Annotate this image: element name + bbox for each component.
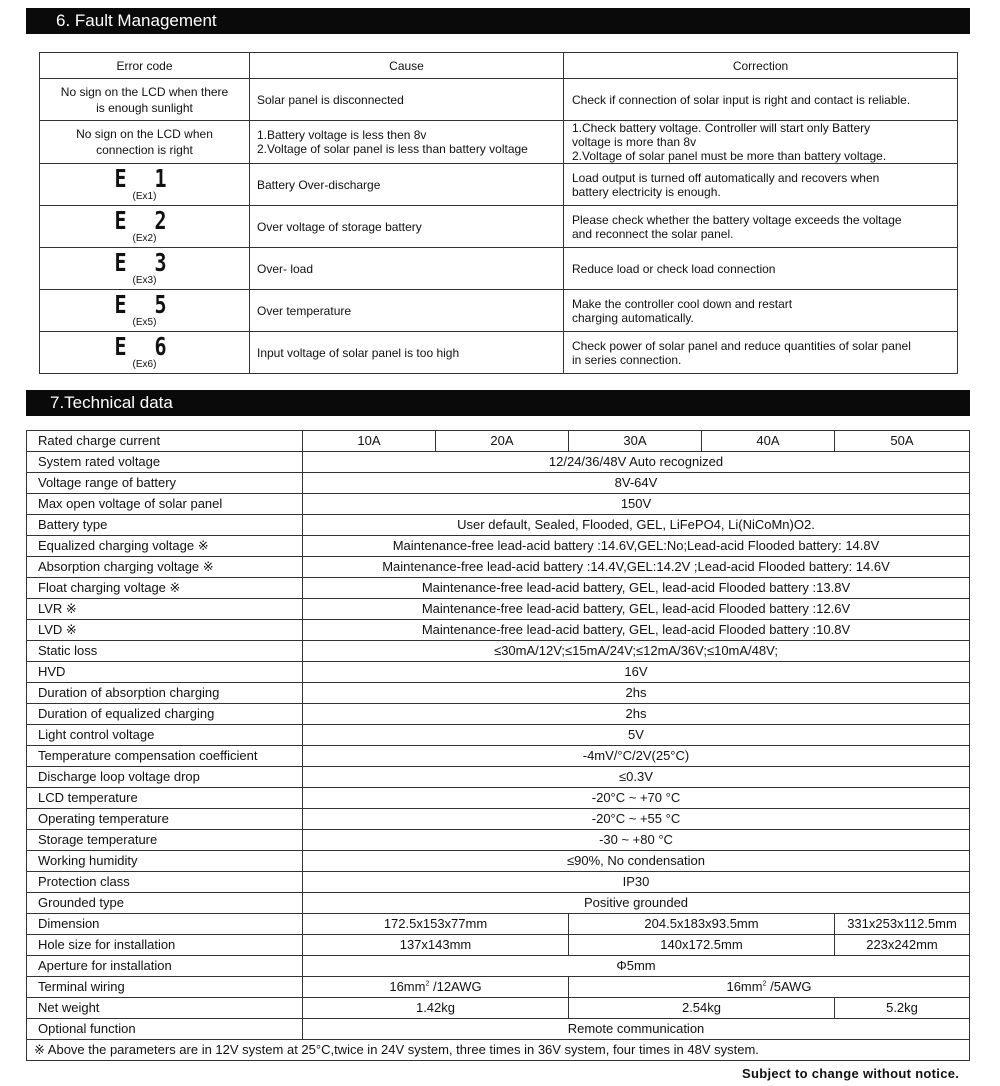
section-7-header	[26, 390, 970, 416]
fault-row	[40, 332, 958, 374]
technical-data-table	[26, 430, 970, 1061]
error-code-label: (Ex5)	[132, 316, 157, 328]
fault-row	[40, 121, 958, 164]
tech-value: 8V-64V	[303, 473, 970, 494]
tech-label: Storage temperature	[27, 830, 303, 851]
error-code-label: (Ex3)	[132, 274, 157, 286]
tech-value: 1.42kg	[303, 998, 569, 1019]
tech-row	[27, 578, 970, 599]
fault-cause: Solar panel is disconnected	[250, 79, 564, 121]
superscript: 2	[762, 980, 767, 988]
tech-row	[27, 704, 970, 725]
tech-row-terminal-wiring	[27, 977, 970, 998]
tech-label: Temperature compensation coefficient	[27, 746, 303, 767]
tech-label: Light control voltage	[27, 725, 303, 746]
tech-label: Dimension	[27, 914, 303, 935]
disclaimer: Subject to change without notice.	[742, 1066, 960, 1081]
tech-row	[27, 452, 970, 473]
error-code-cell	[40, 332, 250, 374]
tech-value: 16V	[303, 662, 970, 683]
tech-label: Max open voltage of solar panel	[27, 494, 303, 515]
tech-label: Hole size for installation	[27, 935, 303, 956]
tech-row	[27, 620, 970, 641]
tech-row	[27, 683, 970, 704]
tech-row	[27, 830, 970, 851]
wire-gauge: /12AWG	[429, 979, 482, 994]
tech-row-aperture	[27, 956, 970, 977]
tech-value: 331x253x112.5mm	[835, 914, 970, 935]
tech-label: Equalized charging voltage ※	[27, 536, 303, 557]
lcd-error-code: E 5	[114, 289, 175, 319]
tech-row	[27, 641, 970, 662]
tech-value: Maintenance-free lead-acid battery :14.4V,GEL:14.2V ;Lead-acid Flooded battery: 14.6V	[303, 557, 970, 578]
header-error-code: Error code	[40, 53, 250, 79]
tech-value: 5.2kg	[835, 998, 970, 1019]
tech-value: 140x172.5mm	[569, 935, 835, 956]
fault-header-row	[40, 53, 958, 79]
tech-label: Duration of equalized charging	[27, 704, 303, 725]
tech-label: Duration of absorption charging	[27, 683, 303, 704]
tech-value: Maintenance-free lead-acid battery, GEL, lead-acid Flooded battery :10.8V	[303, 620, 970, 641]
tech-row	[27, 767, 970, 788]
tech-row-hole-size	[27, 935, 970, 956]
wire-gauge: /5AWG	[766, 979, 812, 994]
tech-value: 30A	[569, 431, 702, 452]
fault-correction: Check power of solar panel and reduce quantities of solar panel in series connection.	[564, 332, 958, 374]
tech-value: 40A	[702, 431, 835, 452]
tech-row-dimension	[27, 914, 970, 935]
tech-row	[27, 746, 970, 767]
fault-management-table	[39, 52, 958, 374]
error-code-text: No sign on the LCD when there is enough sunlight	[40, 79, 250, 121]
tech-label: Discharge loop voltage drop	[27, 767, 303, 788]
tech-row-optional-function	[27, 1019, 970, 1040]
tech-value: 204.5x183x93.5mm	[569, 914, 835, 935]
tech-row	[27, 809, 970, 830]
tech-label: Protection class	[27, 872, 303, 893]
wire-size: 16mm	[726, 979, 763, 994]
tech-value: Maintenance-free lead-acid battery, GEL, lead-acid Flooded battery :12.6V	[303, 599, 970, 620]
tech-row	[27, 788, 970, 809]
tech-row	[27, 599, 970, 620]
superscript: 2	[425, 980, 430, 988]
tech-row	[27, 536, 970, 557]
tech-value: -30 ~ +80 °C	[303, 830, 970, 851]
tech-label: Terminal wiring	[27, 977, 303, 998]
fault-row	[40, 206, 958, 248]
tech-value: 5V	[303, 725, 970, 746]
fault-cause: Input voltage of solar panel is too high	[250, 332, 564, 374]
tech-value: Positive grounded	[303, 893, 970, 914]
error-code-label: (Ex2)	[132, 232, 157, 244]
tech-label: Rated charge current	[27, 431, 303, 452]
tech-value: -20°C ~ +55 °C	[303, 809, 970, 830]
tech-value: Maintenance-free lead-acid battery :14.6V,GEL:No;Lead-acid Flooded battery: 14.8V	[303, 536, 970, 557]
tech-value: Remote communication	[303, 1019, 970, 1040]
tech-value: 12/24/36/48V Auto recognized	[303, 452, 970, 473]
tech-label: Aperture for installation	[27, 956, 303, 977]
fault-correction: Load output is turned off automatically and recovers when battery electricity is enough.	[564, 164, 958, 206]
error-code-cell	[40, 248, 250, 290]
section-7-title: 7.Technical data	[50, 393, 173, 412]
fault-correction: Please check whether the battery voltage exceeds the voltage and reconnect the solar panel.	[564, 206, 958, 248]
fault-correction: Check if connection of solar input is right and contact is reliable.	[564, 79, 958, 121]
tech-value: ≤90%, No condensation	[303, 851, 970, 872]
tech-label: Net weight	[27, 998, 303, 1019]
lcd-error-code: E 6	[114, 331, 175, 361]
tech-label: Float charging voltage ※	[27, 578, 303, 599]
tech-row	[27, 851, 970, 872]
tech-label: Absorption charging voltage ※	[27, 557, 303, 578]
tech-label: Grounded type	[27, 893, 303, 914]
header-correction: Correction	[564, 53, 958, 79]
footnote: ※ Above the parameters are in 12V system at 25°C,twice in 24V system, three times in 36V system, four times in 48V system.	[27, 1040, 970, 1061]
header-cause: Cause	[250, 53, 564, 79]
tech-row	[27, 494, 970, 515]
tech-row-note	[27, 1040, 970, 1061]
tech-value: 20A	[436, 431, 569, 452]
tech-label: LVD ※	[27, 620, 303, 641]
tech-row	[27, 893, 970, 914]
tech-value	[569, 977, 970, 998]
tech-row	[27, 872, 970, 893]
tech-row	[27, 473, 970, 494]
tech-value: 2hs	[303, 683, 970, 704]
tech-value: 2.54kg	[569, 998, 835, 1019]
error-code-cell	[40, 290, 250, 332]
tech-label: LVR ※	[27, 599, 303, 620]
tech-row-net-weight	[27, 998, 970, 1019]
error-code-label: (Ex1)	[132, 190, 157, 202]
tech-value: 223x242mm	[835, 935, 970, 956]
tech-value: Maintenance-free lead-acid battery, GEL, lead-acid Flooded battery :13.8V	[303, 578, 970, 599]
error-code-text: No sign on the LCD when connection is right	[40, 121, 250, 164]
tech-label: LCD temperature	[27, 788, 303, 809]
section-6-header	[26, 8, 970, 34]
section-6-title: 6. Fault Management	[56, 11, 217, 30]
tech-value: ≤0.3V	[303, 767, 970, 788]
error-code-cell	[40, 206, 250, 248]
lcd-error-code: E 3	[114, 247, 175, 277]
tech-label: Battery type	[27, 515, 303, 536]
tech-value: 172.5x153x77mm	[303, 914, 569, 935]
fault-row	[40, 79, 958, 121]
tech-value: ≤30mA/12V;≤15mA/24V;≤12mA/36V;≤10mA/48V;	[303, 641, 970, 662]
tech-row	[27, 725, 970, 746]
tech-label: Static loss	[27, 641, 303, 662]
fault-cause: 1.Battery voltage is less then 8v 2.Voltage of solar panel is less than battery voltage	[250, 121, 564, 164]
tech-value: -20°C ~ +70 °C	[303, 788, 970, 809]
fault-correction: Make the controller cool down and restart charging automatically.	[564, 290, 958, 332]
fault-row	[40, 290, 958, 332]
tech-label: System rated voltage	[27, 452, 303, 473]
lcd-error-code: E 1	[114, 163, 175, 193]
wire-size: 16mm	[389, 979, 426, 994]
tech-row	[27, 515, 970, 536]
tech-label: Optional function	[27, 1019, 303, 1040]
tech-value: User default, Sealed, Flooded, GEL, LiFePO4, Li(NiCoMn)O2.	[303, 515, 970, 536]
tech-value: 137x143mm	[303, 935, 569, 956]
fault-cause: Over temperature	[250, 290, 564, 332]
tech-row-rated-charge-current	[27, 431, 970, 452]
fault-cause: Over- load	[250, 248, 564, 290]
tech-value	[303, 977, 569, 998]
error-code-label: (Ex6)	[132, 358, 157, 370]
fault-cause: Over voltage of storage battery	[250, 206, 564, 248]
error-code-cell	[40, 164, 250, 206]
tech-label: Working humidity	[27, 851, 303, 872]
tech-value: 150V	[303, 494, 970, 515]
tech-row	[27, 662, 970, 683]
tech-value: IP30	[303, 872, 970, 893]
fault-row	[40, 248, 958, 290]
tech-value: 50A	[835, 431, 970, 452]
fault-cause: Battery Over-discharge	[250, 164, 564, 206]
tech-value: 2hs	[303, 704, 970, 725]
tech-value: Φ5mm	[303, 956, 970, 977]
tech-label: Voltage range of battery	[27, 473, 303, 494]
lcd-error-code: E 2	[114, 205, 175, 235]
fault-row	[40, 164, 958, 206]
tech-row	[27, 557, 970, 578]
tech-label: HVD	[27, 662, 303, 683]
tech-value: -4mV/°C/2V(25°C)	[303, 746, 970, 767]
tech-value: 10A	[303, 431, 436, 452]
fault-correction: Reduce load or check load connection	[564, 248, 958, 290]
fault-correction: 1.Check battery voltage. Controller will start only Battery voltage is more than 8v 2.Voltage of solar panel must be more than battery voltage.	[564, 121, 958, 164]
tech-label: Operating temperature	[27, 809, 303, 830]
